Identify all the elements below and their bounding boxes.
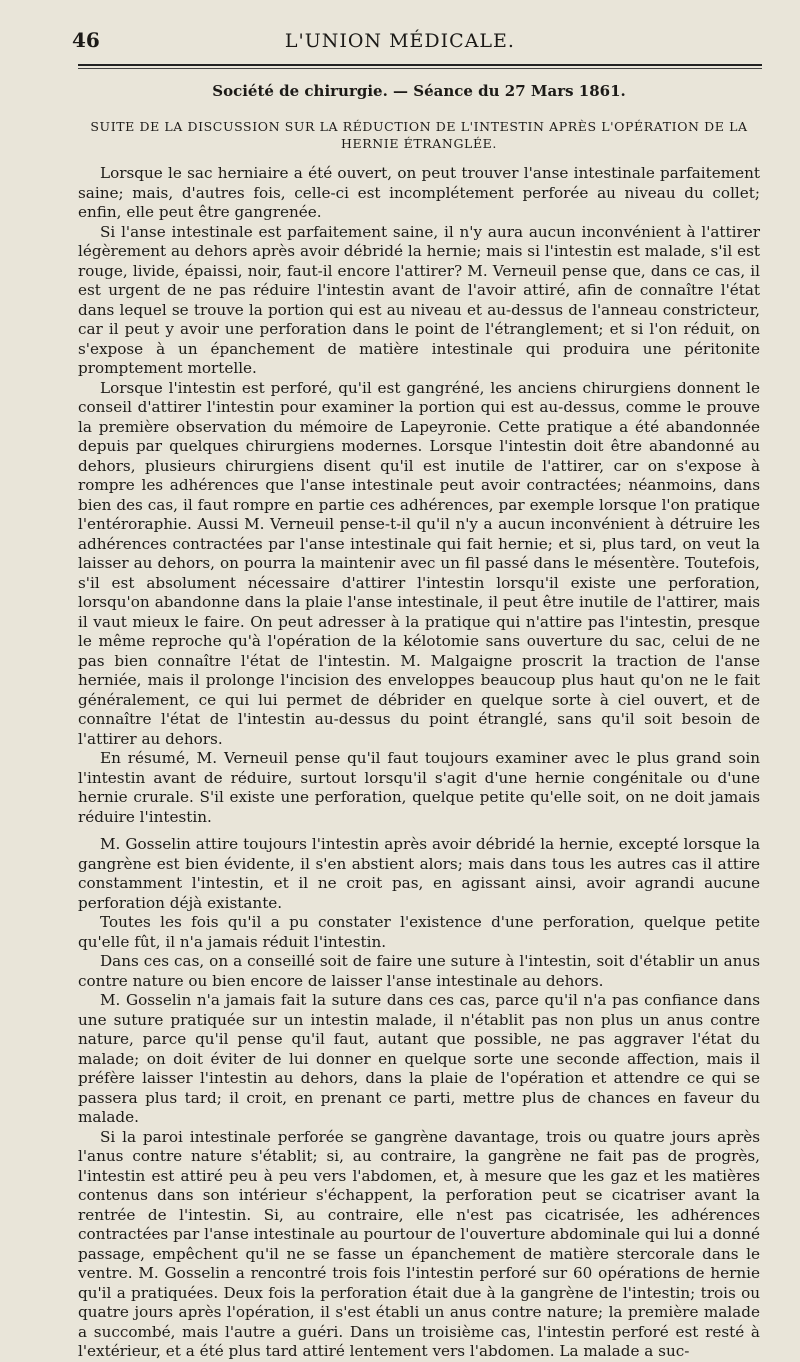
paragraph-8: M. Gosselin n'a jamais fait la suture dans ces cas, parce qu'il n'a pas confiance dans une suture pratiquée sur un intestin malade, il n'établit pas non plus un anus contre nature, parce qu'il pense qu'il faut, autant que possible, ne pas aggraver l'état du malade; on doit éviter de lui donner en quelque sorte une seconde affection, mais il préfère laisser l'intestin au dehors, dans la plaie de l'opération et attendre ce qui se passera plus tard; il croit, en prenant ce parti, mettre plus de chances en faveur du malade. [78, 991, 760, 1126]
running-head [72, 28, 760, 58]
paragraph-2: Si l'anse intestinale est parfaitement saine, il n'y aura aucun inconvénient à l'attirer légèrement au dehors après avoir débridé la hernie; mais si l'intestin est malade, s'il est rouge, livide, épaissi, noir, faut-il encore l'attirer? M. Verneuil pense que, dans ce cas, il est urgent de ne pas réduire l'intestin avant de l'avoir attiré, afin de connaître l'état dans lequel se trouve la portion qui est au niveau et au-dessus de l'anneau constricteur, car il peut y avoir une perforation dans le point de l'étranglement; et si l'on réduit, on s'expose à un épanchement de matière intestinale qui produira une péritonite promptement mortelle. [78, 222, 760, 377]
page-number: 46 [72, 28, 100, 52]
paragraph-7: Dans ces cas, on a conseillé soit de faire une suture à l'intestin, soit d'établir un anus contre nature ou bien encore de laisser l'anse intestinale au dehors. [78, 952, 760, 990]
article-body [78, 164, 760, 1362]
journal-title: L'UNION MÉDICALE. [284, 30, 515, 52]
paragraph-1: Lorsque le sac herniaire a été ouvert, on peut trouver l'anse intestinale parfaitement saine; mais, d'autres fois, celle-ci est incomplétement perforée au niveau du collet; enfin, elle peut être gangrenée. [78, 164, 760, 221]
paragraph-3: Lorsque l'intestin est perforé, qu'il est gangréné, les anciens chirurgiens donnent le conseil d'attirer l'intestin pour examiner la portion qui est au-dessus, comme le prouve la première observation du mémoire de Lapeyronie. Cette pratique a été abandonnée depuis par quelques chirurgiens modernes. Lorsque l'intestin doit être abandonné au dehors, plusieurs chirurgiens disent qu'il est inutile de l'attirer, car on s'expose à rompre les adhérences que l'anse intestinale peut avoir contractées; néanmoins, dans bien des cas, il faut rompre en partie ces adhérences, par exemple lorsque l'on pratique l'entéroraphie. Aussi M. Verneuil pense-t-il qu'il n'y a aucun inconvénient à détruire les adhérences contractées par l'anse intestinale qui fait hernie; et si, plus tard, on veut la laisser au dehors, on pourra la maintenir avec un fil passé dans le mésentère. Toutefois, s'il est absolument nécessaire d'attirer l'intestin lorsqu'il existe une perforation, lorsqu'on abandonne dans la plaie l'anse intestinale, il peut être inutile de l'attirer, mais il vaut mieux le faire. On peut adresser à la pratique qui n'attire pas l'intestin, presque le même reproche qu'à l'opération de la kélotomie sans ouverture du sac, celui de ne pas bien connaître l'état de l'intestin. M. Malgaigne proscrit la traction de l'anse herniée, mais il prolonge l'incision des enveloppes beaucoup plus haut qu'on ne le fait généralement, ce qui lui permet de débrider en quelque sorte à ciel ouvert, et de connaître l'état de l'intestin au-dessus du point étranglé, sans qu'il soit besoin de l'attirer au dehors. [78, 378, 760, 748]
paragraph-6: Toutes les fois qu'il a pu constater l'existence d'une perforation, quelque petite qu'elle fût, il n'a jamais réduit l'intestin. [78, 913, 760, 951]
paragraph-4: En résumé, M. Verneuil pense qu'il faut toujours examiner avec le plus grand soin l'intestin avant de réduire, surtout lorsqu'il s'agit d'une hernie congénitale ou d'une hernie crurale. S'il existe une perforation, quelque petite qu'elle soit, on ne doit jamais réduire l'intestin. [78, 749, 760, 826]
paragraph-9: Si la paroi intestinale perforée se gangrène davantage, trois ou quatre jours après l'anus contre nature s'établit; si, au contraire, la gangrène ne fait pas de progrès, l'intestin est attiré peu à peu vers l'abdomen, et, à mesure que les gaz et les matières contenus dans son intérieur s'échappent, la perforation peut se cicatriser avant la rentrée de l'intestin. Si, au contraire, elle n'est pas cicatrisée, les adhérences contractées par l'anse intestinale au pourtour de l'ouverture abdominale qui lui a donné passage, empêchent qu'il ne se fasse un épanchement de matière stercorale dans le ventre. M. Gosselin a rencontré trois fois l'intestin perforé sur 60 opérations de hernie qu'il a pratiquées. Deux fois la perforation était due à la gangrène de l'intestin; trois ou quatre jours après l'opération, il s'est établi un anus contre nature; la première malade a succombé, mais l'autre a guéri. Dans un troisième cas, l'intestin perforé est resté à l'extérieur, et a été plus tard attiré lentement vers l'abdomen. La malade a suc- [78, 1127, 760, 1360]
header-rule [78, 64, 762, 66]
section-title: SUITE DE LA DISCUSSION SUR LA RÉDUCTION DE L'INTESTIN APRÈS L'OPÉRATION DE LA HERNIE ÉTRANGLÉE. [90, 119, 748, 151]
header-rule-thin [78, 68, 762, 69]
paragraph-5: M. Gosselin attire toujours l'intestin après avoir débridé la hernie, excepté lorsque la gangrène est bien évidente, il s'en abstient alors; mais dans tous les autres cas il attire constamment l'intestin, et il ne croit pas, en agissant ainsi, avoir agrandi aucune perforation déjà existante. [78, 835, 760, 912]
society-session-heading: Société de chirurgie. — Séance du 27 Mars 1861. [212, 82, 626, 100]
